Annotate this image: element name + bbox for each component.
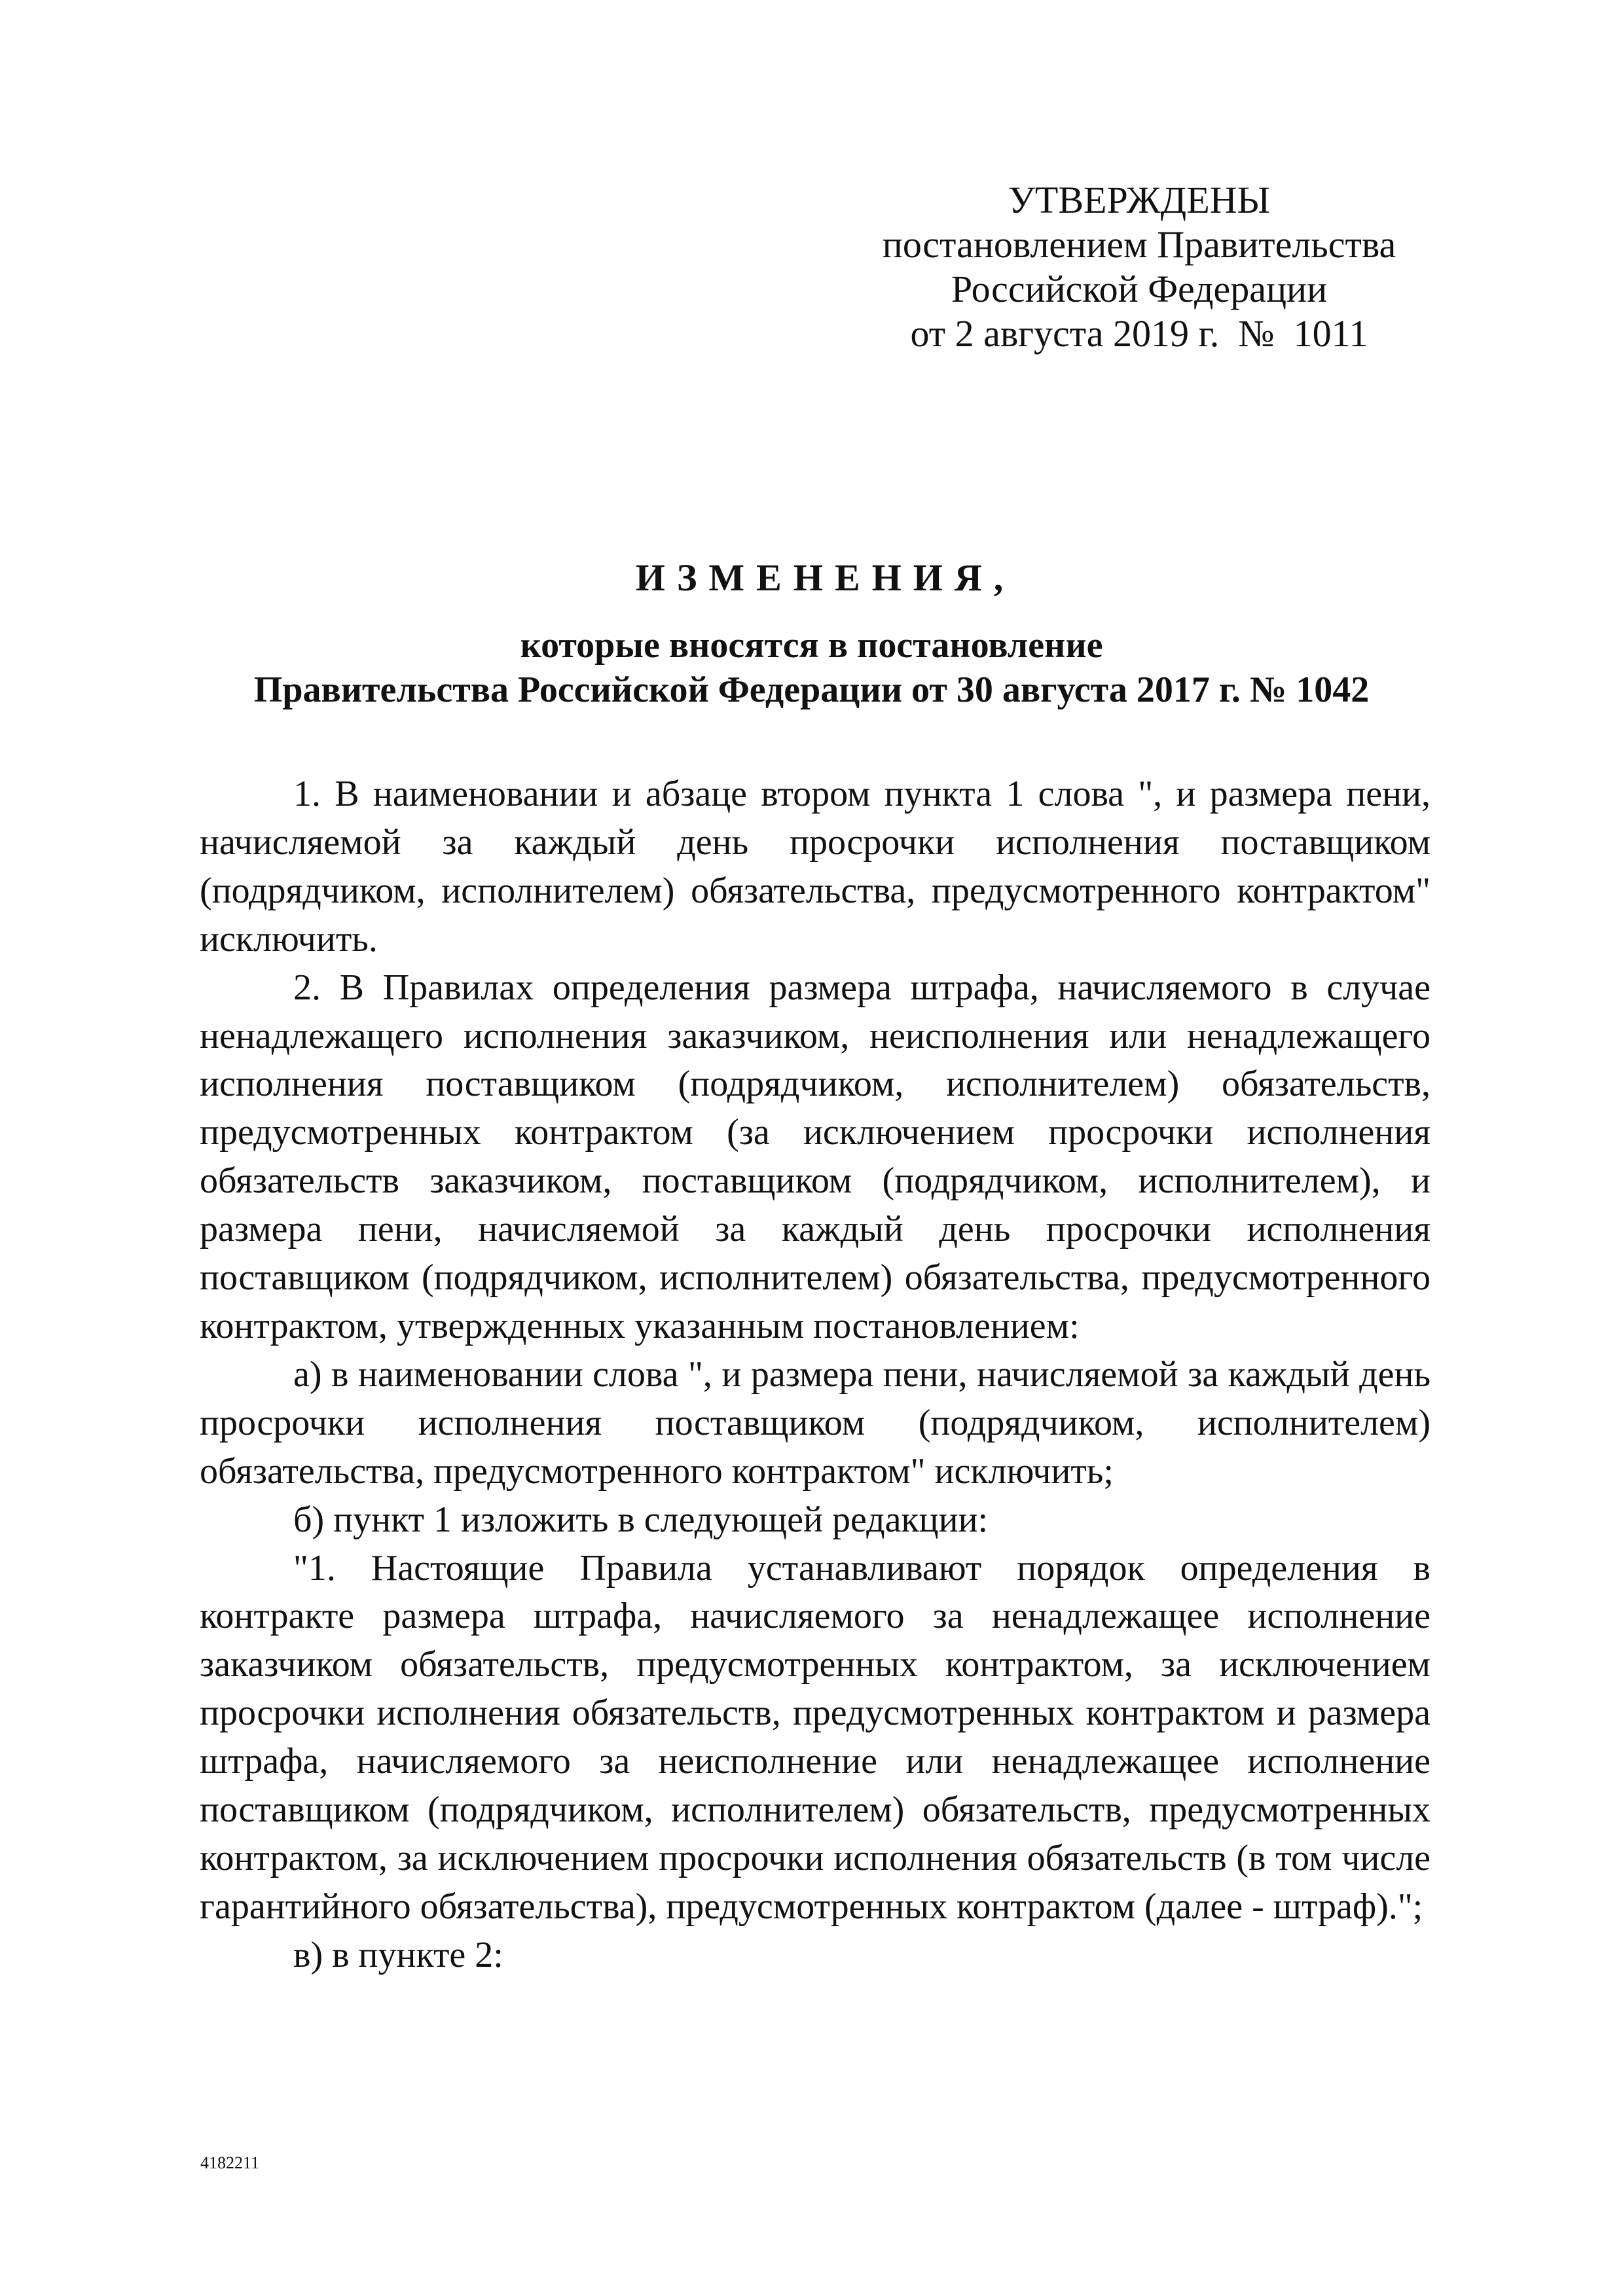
approval-line-federation: Российской Федерации: [951, 268, 1328, 310]
approval-stamp: [851, 178, 1427, 356]
approval-heading: УТВЕРЖДЕНЫ: [1008, 179, 1271, 221]
paragraph-item-2: 2. В Правилах определения размера штрафа, начисляемого в случае ненадлежащего исполнения заказчиком, неисполнения или ненадлежащего исполнения поставщиком (подрядчиком, исполнителем) обязательств, предусмотренных контрактом (за исключением просрочки исполнения обязательств заказчиком, поставщиком (подрядчиком, исполнителем), и размера пени, начисляемой за каждый день просрочки исполнения поставщиком (подрядчиком, исполнителем) обязательства, предусмотренного контрактом, утвержденных указанным постановлением:: [200, 967, 1431, 1346]
paragraph-subitem-v: в) в пункте 2:: [293, 1934, 503, 1975]
paragraph-quoted-rule-1: "1. Настоящие Правила устанавливают порядок определения в контракте размера штрафа, начисляемого за ненадлежащее исполнение заказчиком обязательств, предусмотренных контрактом, за исключением просрочки исполнения обязательств, предусмотренных контрактом и размера штрафа, начисляемого за неисполнение или ненадлежащее исполнение поставщиком (подрядчиком, исполнителем) обязательств, предусмотренных контрактом, за исключением просрочки исполнения обязательств (в том числе гарантийного обязательства), предусмотренных контрактом (далее - штраф).";: [200, 1547, 1431, 1927]
title-subtitle: которые вносятся в постановление: [520, 625, 1103, 666]
title-main: ИЗМЕНЕНИЯ,: [635, 556, 1015, 599]
paragraph-subitem-a: а) в наименовании слова ", и размера пени, начисляемой за каждый день просрочки исполнения поставщиком (подрядчиком, исполнителем) обязательства, предусмотренного контрактом" исключить;: [200, 1354, 1431, 1492]
paragraph-subitem-b: б) пункт 1 изложить в следующей редакции:: [293, 1499, 989, 1540]
title-subtitle-reference: Правительства Российской Федерации от 30 августа 2017 г. № 1042: [253, 670, 1370, 710]
approval-line-resolution: постановлением Правительства: [882, 223, 1396, 266]
paragraph-item-1: 1. В наименовании и абзаце втором пункта 1 слова ", и размера пени, начисляемой за каждый день просрочки исполнения поставщиком (подрядчиком, исполнителем) обязательства, предусмотренного контрактом" исключить.: [200, 774, 1431, 960]
approval-date-number: от 2 августа 2019 г. № 1011: [910, 312, 1368, 355]
document-body: [200, 770, 1431, 1980]
document-title: [0, 555, 1623, 712]
document-code: 4182211: [200, 2153, 260, 2172]
